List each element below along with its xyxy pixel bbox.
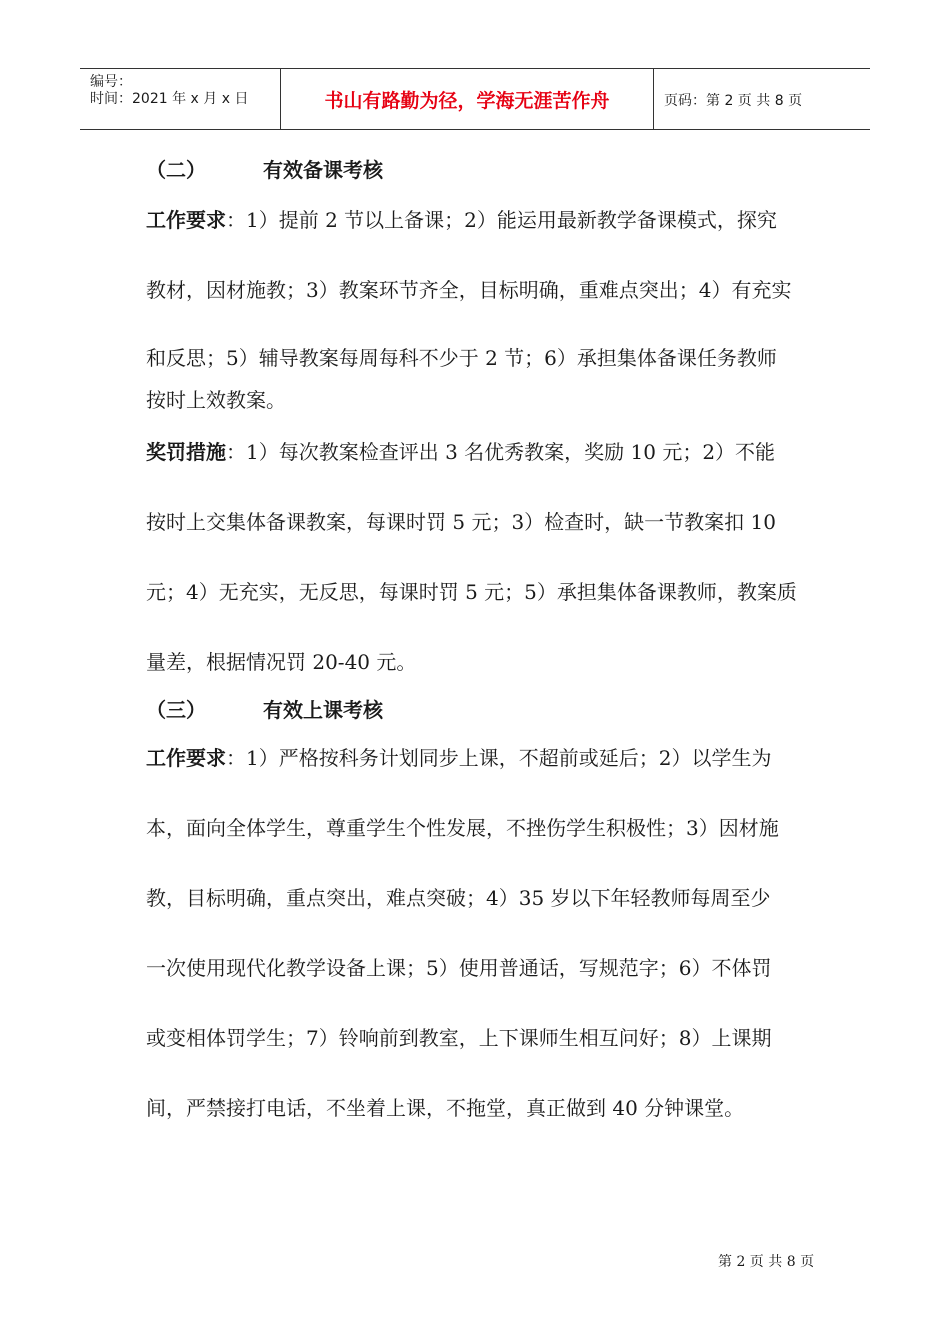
paragraph-line [146, 384, 286, 413]
paragraph-line [146, 952, 771, 981]
section-title: 有效上课考核 [263, 698, 383, 722]
section-heading-3 [146, 694, 383, 723]
line-text: 一次使用现代化教学设备上课；5）使用普通话，写规范字；6）不体罚 [146, 956, 772, 980]
paragraph-line [146, 882, 771, 911]
section-number: （三） [146, 698, 206, 722]
line-text: 间，严禁接打电话，不坐着上课，不拖堂，真正做到 40 分钟课堂。 [146, 1096, 745, 1120]
page-info: 页码：第 2 页 共 8 页 [664, 93, 803, 109]
paragraph-line [146, 204, 777, 233]
time-label: 时间：2021 年 x 月 x 日 [90, 91, 249, 107]
page-header [80, 68, 870, 130]
section-number: （二） [146, 158, 206, 182]
line-text: 量差，根据情况罚 20-40 元。 [146, 650, 417, 674]
paragraph-line [146, 1022, 771, 1051]
line-text: 教材，因材施教；3）教案环节齐全，目标明确，重难点突出；4）有充实 [146, 278, 792, 302]
paragraph-line [146, 1092, 744, 1121]
line-text: 元；4）无充实，无反思，每课时罚 5 元；5）承担集体备课教师，教案质 [146, 580, 797, 604]
line-text: 和反思；5）辅导教案每周每科不少于 2 节；6）承担集体备课任务教师 [146, 346, 777, 370]
paragraph-line [146, 646, 416, 675]
line-text: ：1）严格按科务计划同步上课，不超前或延后；2）以学生为 [226, 746, 772, 770]
paragraph-line [146, 274, 791, 303]
paragraph-line [146, 576, 797, 605]
work-requirement-label: 工作要求 [146, 746, 226, 770]
work-requirement-label: 工作要求 [146, 208, 226, 232]
section-title: 有效备课考核 [263, 158, 383, 182]
header-page-cell [654, 69, 870, 129]
line-text: 或变相体罚学生；7）铃响前到教室，上下课师生相互问好；8）上课期 [146, 1026, 772, 1050]
header-motto-cell [281, 69, 654, 129]
paragraph-line [146, 812, 779, 841]
line-text: ：1）每次教案检查评出 3 名优秀教案，奖励 10 元；2）不能 [226, 440, 776, 464]
header-meta-cell [80, 69, 281, 129]
page-footer: 第 2 页 共 8 页 [718, 1254, 815, 1270]
paragraph-line [146, 436, 775, 465]
line-text: 教，目标明确，重点突出，难点突破；4）35 岁以下年轻教师每周至少 [146, 886, 771, 910]
reward-measures-label: 奖罚措施 [146, 440, 226, 464]
line-text: 按时上效教案。 [146, 388, 286, 412]
motto: 书山有路勤为径，学海无涯苦作舟 [324, 90, 610, 112]
number-label: 编号： [90, 74, 132, 90]
paragraph-line [146, 506, 776, 535]
paragraph-line [146, 742, 771, 771]
line-text: 本，面向全体学生，尊重学生个性发展，不挫伤学生积极性；3）因材施 [146, 816, 779, 840]
line-text: ：1）提前 2 节以上备课；2）能运用最新教学备课模式，探究 [226, 208, 777, 232]
line-text: 按时上交集体备课教案，每课时罚 5 元；3）检查时，缺一节教案扣 10 [146, 510, 776, 534]
paragraph-line [146, 342, 777, 371]
section-heading-2 [146, 154, 383, 183]
